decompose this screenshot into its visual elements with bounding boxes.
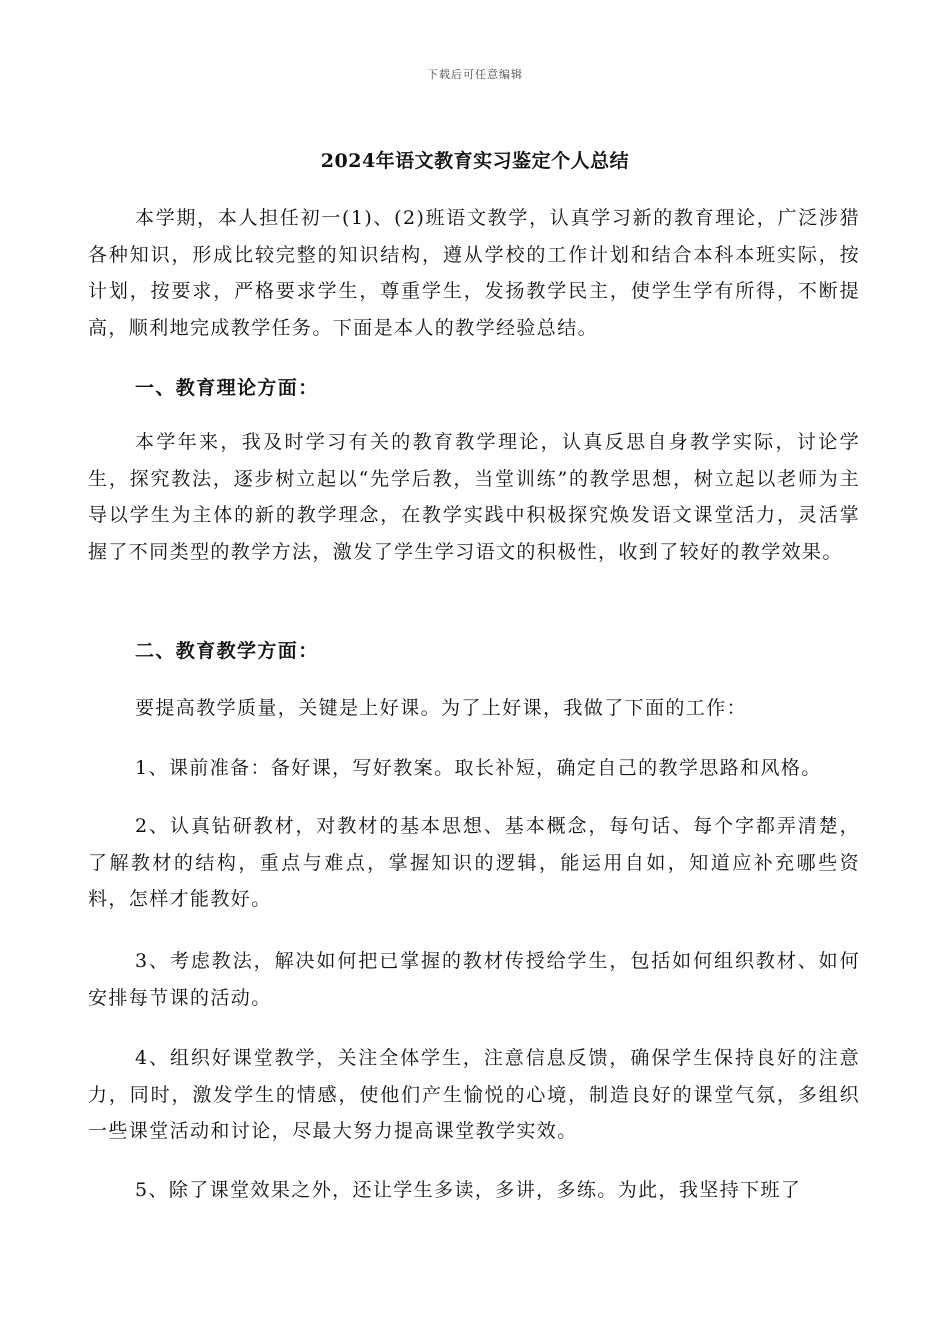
section-heading-theory: 一、教育理论方面：	[135, 377, 319, 399]
intro-paragraph: 本学期，本人担任初一(1)、(2)班语文教学，认真学习新的教育理论，广泛涉猎各种知识，形成比较完整的知识结构，遵从学校的工作计划和结合本科本班实际，按计划，按要求，严格要求学生，尊重学生，发扬教学民主，使学生学有所得，不断提高，顺利地完成教学任务。下面是本人的教学经验总结。	[88, 207, 860, 339]
list-item-study-materials: 2、认真钻研教材，对教材的基本思想、基本概念，每句话、每个字都弄清楚，了解教材的结构，重点与难点，掌握知识的逻辑，能运用自如，知道应补充哪些资料，怎样才能教好。	[88, 815, 860, 910]
list-item-classroom-organization: 4、组织好课堂教学，关注全体学生，注意信息反馈，确保学生保持良好的注意力，同时，激发学生的情感，使他们产生愉悦的心境，制造良好的课堂气氛，多组织一些课堂活动和讨论，尽最大努力提高课堂教学实效。	[88, 1047, 860, 1142]
theory-paragraph: 本学年来，我及时学习有关的教育教学理论，认真反思自身教学实际，讨论学生，探究教法，逐步树立起以“先学后教，当堂训练”的教学思想，树立起以老师为主导以学生为主体的新的教学理念，在教学实践中积极探究焕发语文课堂活力，灵活掌握了不同类型的教学方法，激发了学生学习语文的积极性，收到了较好的教学效果。	[88, 431, 860, 563]
header-note: 下载后可任意编辑	[427, 68, 523, 81]
list-item-preparation: 1、课前准备：备好课，写好教案。取长补短，确定自己的教学思路和风格。	[135, 757, 822, 779]
list-item-teaching-methods: 3、考虑教法，解决如何把已掌握的教材传授给学生，包括如何组织教材、如何安排每节课的活动。	[88, 950, 860, 1009]
teaching-lead-paragraph: 要提高教学质量，关键是上好课。为了上好课，我做了下面的工作：	[135, 697, 748, 719]
document-title: 2024年语文教育实习鉴定个人总结	[320, 150, 630, 172]
section-heading-teaching: 二、教育教学方面：	[135, 640, 319, 662]
list-item-practice: 5、除了课堂效果之外，还让学生多读，多讲，多练。为此，我坚持下班了	[135, 1179, 802, 1201]
